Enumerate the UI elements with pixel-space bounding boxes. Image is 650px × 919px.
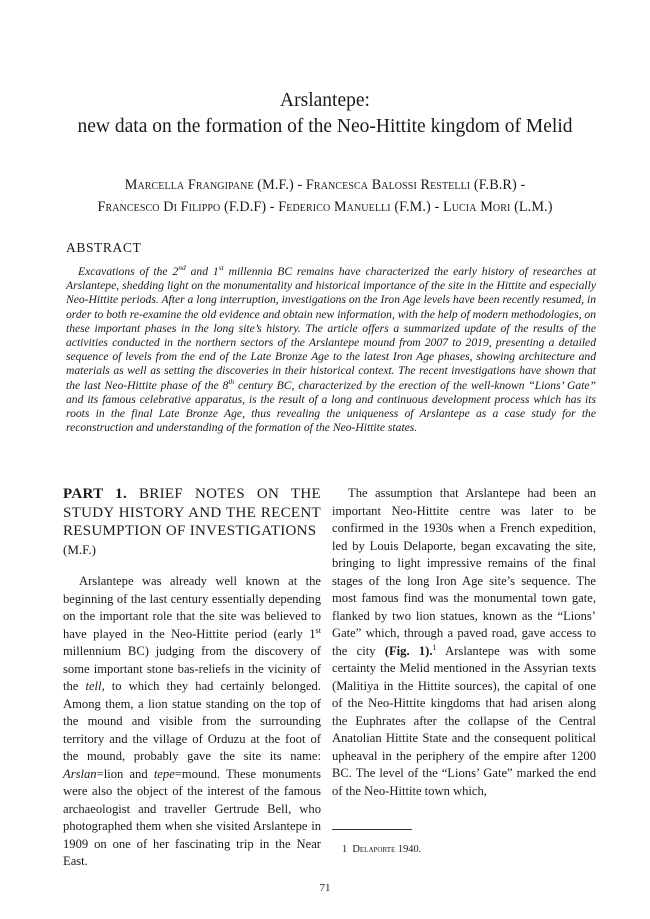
left-paragraph <box>63 573 321 871</box>
abstract-sup-3: th <box>228 376 235 386</box>
left-sup-1: st <box>315 625 321 635</box>
abstract-sup-2: st <box>218 263 224 273</box>
figure-reference-link[interactable]: (Fig. 1). <box>384 643 433 658</box>
authors-line-1: Marcella Frangipane (M.F.) - Francesca Balossi Restelli (F.B.R) - <box>124 177 526 193</box>
authors-line-2: Francesco Di Filippo (F.D.F) - Federico Manuelli (F.M.) - Lucia Mori (L.M.) <box>97 199 553 215</box>
article-title-line-1: Arslantepe: <box>280 90 370 111</box>
abstract-text-3: millennia BC remains have characterized the early history of researches at Arslantepe, shedding light on the monumentality and historical importance of the site in the Hittite and especially Neo-Hittite periods. After a long interruption, investigations on the Iron Age levels have been recently resumed, in order to both re-examine the old evidence and obtain new information, with the help of modern methodologies, on these important phases in the long site’s history. The article offers a summarized update of the results of the activities conducted in the northern sectors of the Arslantepe mound from 2007 to 2019, presenting a detailed sequence of levels from the end of the Late Bronze Age to the latest Iron Age phases, showing architecture and materials as well as setting the discoveries in their historical context. The recent investigations have shown that the last Neo-Hittite phase of the 8 <box>66 265 596 392</box>
abstract-sup-1: nd <box>178 263 186 273</box>
abstract-text-1: Excavations of the 2 <box>78 265 179 278</box>
abstract-text-4: century BC, characterized by the erection of the well-known “Lions’ Gate” and its famous celebrative apparatus, is the result of a long and continuous development process which has its roots in the final Late Bronze Age, thus revealing the uniqueness of Arslantepe as a case study for the reconstruction and understanding of the formation of the Neo-Hittite states. <box>66 378 597 435</box>
page-number: 71 <box>319 882 331 894</box>
part1-heading-initials: (M.F.) <box>63 541 96 557</box>
left-text-2: millennium BC) judging from the discovery of some important stone bas-reliefs in the vicinity of the <box>63 644 321 693</box>
abstract-text-2: and 1 <box>185 265 219 278</box>
part1-heading-title: BRIEF NOTES ON THE STUDY HISTORY AND THE RECENT RESUMPTION OF INVESTIGATIONS <box>63 486 321 539</box>
left-italic-tell: tell <box>85 679 102 693</box>
abstract-body <box>66 265 596 435</box>
right-column <box>332 485 596 800</box>
right-text-2: Arslantepe was with some certainty the Melid mentioned in the Assyrian texts (Malitiya in the Hittite sources), the capital of one of the Neo-Hittite kingdoms that had arisen along the Euphrates after the collapse of the Central Anatolian Hittite State and the consequent political upheaval in the periphery of the empire after 1200 BC. The level of the “Lions’ Gate” marked the end of the Neo-Hittite town which, <box>332 643 596 798</box>
part1-heading-label: PART 1. <box>63 486 127 502</box>
left-italic-tepe: tepe <box>153 766 175 781</box>
left-text-5: =mound. These monuments were also the object of the interest of the famous archaeologist and traveller Gertrude Bell, who photographed them when she visited Arslantepe in 1909 on one of her fascinating trip in the Near East. <box>63 766 321 868</box>
footnote-marker-1[interactable]: 1 <box>432 642 437 652</box>
left-column <box>63 485 321 871</box>
left-italic-arslan: Arslan <box>63 766 97 781</box>
footnote-year: 1940. <box>397 844 422 855</box>
footnote-number: 1 <box>342 844 348 855</box>
left-text-1: Arslantepe was already well known at the beginning of the last century essentially depending on the important role that the site was believed to have played in the Neo-Hittite period (early 1 <box>63 574 321 641</box>
left-text-3: , to which they had certainly belonged. Among them, a lion statue standing on the top of the mound and visible from the surrounding territory and the village of Orduzu at the foot of the mound, probably gave the site its name: <box>63 679 321 763</box>
abstract-heading: ABSTRACT <box>66 240 142 255</box>
article-title-line-2: new data on the formation of the Neo-Hittite kingdom of Melid <box>77 116 573 137</box>
footnote-1 <box>342 844 421 855</box>
right-paragraph <box>332 485 596 800</box>
right-text-1: The assumption that Arslantepe had been an important Neo-Hittite centre was later to be confirmed in the 1930s when a French expedition, led by Louis Delaporte, began excavating the site, bringing to light impressive remains of the final stages of the long Iron Age site’s sequence. The most famous find was the monumental town gate, flanked by two lion statues, known as the “Lions’ Gate” which, through a paved road, gave access to the city <box>332 486 596 658</box>
footnote-divider <box>332 829 412 830</box>
part1-heading <box>63 485 321 559</box>
left-text-4: =lion and <box>96 766 154 781</box>
footnote-author: Delaporte <box>352 844 396 855</box>
